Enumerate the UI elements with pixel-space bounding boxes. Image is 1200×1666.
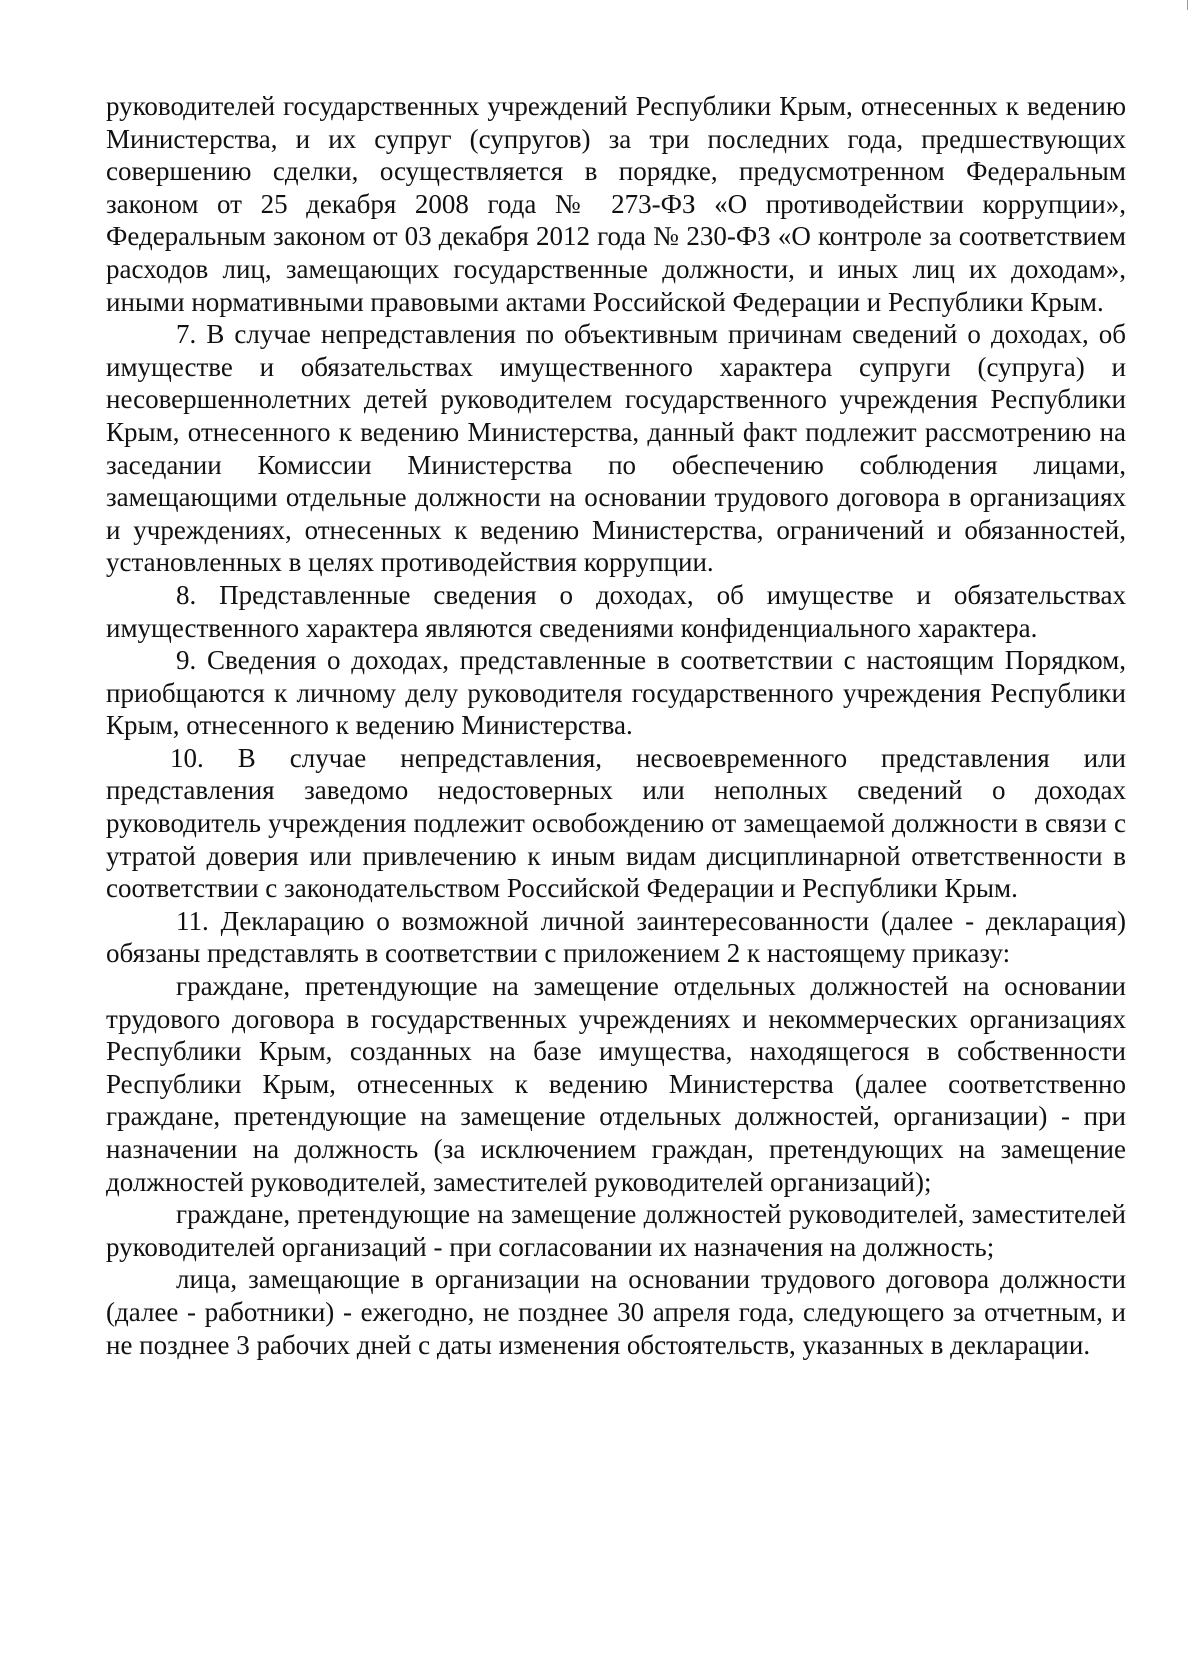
paragraph-11: 11. Декларацию о возможной личной заинтересованности (далее - декларация) обязаны представлять в соответствии с приложением 2 к настоящему приказу: <box>106 905 1126 969</box>
paragraph-11-item-candidates: граждане, претендующие на замещение отдельных должностей на основании трудового договора в государственных учреждениях и некоммерческих организациях Республики Крым, созданных на базе имущества, находящегося в собственности Республики Крым, отнесенных к ведению Министерства (далее соответственно граждане, претендующие на замещение отдельных должностей, организации) - при назначении на должность (за исключением граждан, претендующих на замещение должностей руководителей, заместителей руководителей организаций); <box>106 971 1126 1197</box>
paragraph-continuation: руководителей государственных учреждений Республики Крым, отнесенных к ведению Министерства, и их супруг (супругов) за три последних года, предшествующих совершению сделки, осуществляется в порядке, предусмотренном Федеральным законом от 25 декабря 2008 года № 273-ФЗ «О противодействии коррупции», Федеральным законом от 03 декабря 2012 года № 230-ФЗ «О контроле за соответствием расходов лиц, замещающих государственные должности, и иных лиц их доходам», иными нормативными правовыми актами Российской Федерации и Республики Крым. <box>106 91 1126 317</box>
paragraph-11-item-managers: граждане, претендующие на замещение должностей руководителей, заместителей руководителей организаций - при согласовании их назначения на должность; <box>106 1199 1126 1262</box>
document-body <box>106 90 1126 1361</box>
scan-edge-mark <box>1187 0 1188 10</box>
paragraph-10: 10. В случае непредставления, несвоевременного представления или представления заведомо недостоверных или неполных сведений о доходах руководитель учреждения подлежит освобождению от замещаемой должности в связи с утратой доверия или привлечению к иным видам дисциплинарной ответственности в соответствии с законодательством Российской Федерации и Республики Крым. <box>106 742 1126 904</box>
paragraph-11-item-employees: лица, замещающие в организации на основании трудового договора должности (далее - работники) - ежегодно, не позднее 30 апреля года, следующего за отчетным, и не позднее 3 рабочих дней с даты изменения обстоятельств, указанных в декларации. <box>106 1264 1126 1360</box>
paragraph-8: 8. Представленные сведения о доходах, об имуществе и обязательствах имущественного характера являются сведениями конфиденциального характера. <box>106 579 1126 643</box>
paragraph-9: 9. Сведения о доходах, представленные в соответствии с настоящим Порядком, приобщаются к личному делу руководителя государственного учреждения Республики Крым, отнесенного к ведению Министерства. <box>106 645 1126 741</box>
paragraph-7: 7. В случае непредставления по объективным причинам сведений о доходах, об имуществе и обязательствах имущественного характера супруги (супруга) и несовершеннолетних детей руководителем государственного учреждения Республики Крым, отнесенного к ведению Министерства, данный факт подлежит рассмотрению на заседании Комиссии Министерства по обеспечению соблюдения лицами, замещающими отдельные должности на основании трудового договора в организациях и учреждениях, отнесенных к ведению Министерства, ограничений и обязанностей, установленных в целях противодействия коррупции. <box>106 319 1126 578</box>
